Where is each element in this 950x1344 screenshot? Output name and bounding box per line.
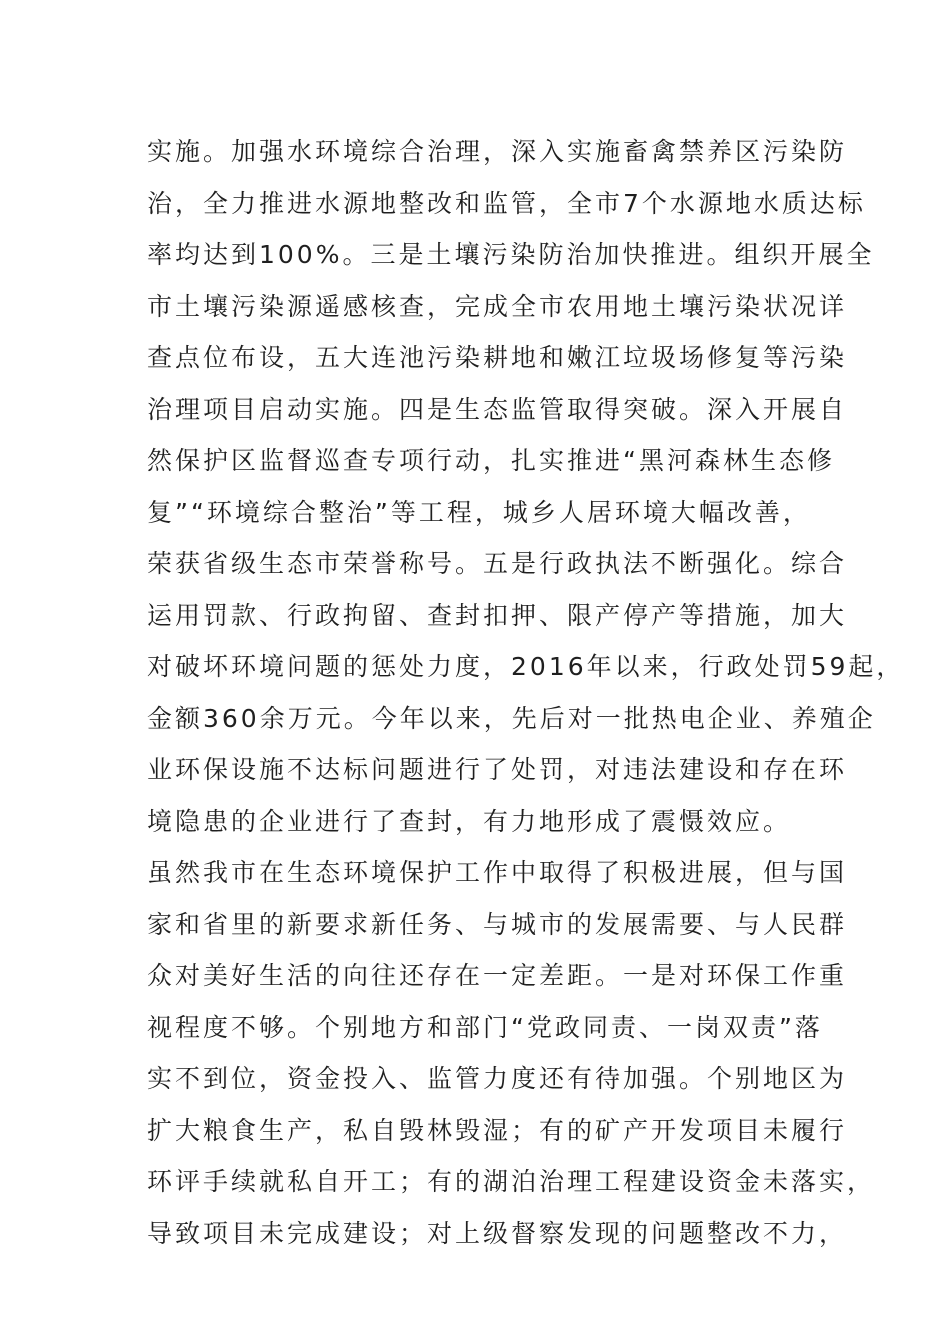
text-line: 视程度不够。个别地方和部门“党政同责、一岗双责”落 bbox=[147, 1012, 823, 1042]
text-line: 导致项目未完成建设；对上级督察发现的问题整改不力， bbox=[147, 1218, 848, 1248]
text-line: 实施。加强水环境综合治理，深入实施畜禽禁养区污染防 bbox=[147, 137, 848, 166]
text-line: 虽然我市在生态环境保护工作中取得了积极进展，但与国 bbox=[147, 858, 848, 887]
text-line: 率均达到100%。三是土壤污染防治加快推进。组织开展全 bbox=[147, 240, 875, 269]
body-text bbox=[147, 126, 905, 1259]
text-line: 实不到位，资金投入、监管力度还有待加强。个别地区为 bbox=[147, 1064, 848, 1093]
text-line: 对破坏环境问题的惩处力度，2016年以来，行政处罚59起， bbox=[147, 652, 905, 681]
text-line: 查点位布设，五大连池污染耕地和嫩江垃圾场修复等污染 bbox=[147, 343, 848, 372]
text-line: 治，全力推进水源地整改和监管，全市7个水源地水质达标 bbox=[147, 188, 866, 218]
text-line: 境隐患的企业进行了查封，有力地形成了震慑效应。 bbox=[147, 806, 792, 836]
text-line: 众对美好生活的向往还存在一定差距。一是对环保工作重 bbox=[147, 961, 848, 990]
text-line: 环评手续就私自开工；有的湖泊治理工程建设资金未落实， bbox=[147, 1167, 876, 1196]
text-line: 治理项目启动实施。四是生态监管取得突破。深入开展自 bbox=[147, 394, 848, 424]
text-line: 然保护区监督巡查专项行动，扎实推进“黑河森林生态修 bbox=[147, 446, 835, 475]
text-line: 金额360余万元。今年以来，先后对一批热电企业、养殖企 bbox=[147, 703, 876, 733]
text-line: 复”“环境综合整治”等工程，城乡人居环境大幅改善， bbox=[147, 497, 811, 527]
text-line: 业环保设施不达标问题进行了处罚，对违法建设和存在环 bbox=[147, 755, 848, 784]
text-line: 市土壤污染源遥感核查，完成全市农用地土壤污染状况详 bbox=[147, 291, 848, 321]
text-line: 荣获省级生态市荣誉称号。五是行政执法不断强化。综合 bbox=[147, 549, 848, 578]
text-line: 运用罚款、行政拘留、查封扣押、限产停产等措施，加大 bbox=[147, 600, 848, 630]
text-line: 扩大粮食生产，私自毁林毁湿；有的矿产开发项目未履行 bbox=[147, 1115, 848, 1145]
text-line: 家和省里的新要求新任务、与城市的发展需要、与人民群 bbox=[147, 909, 848, 939]
